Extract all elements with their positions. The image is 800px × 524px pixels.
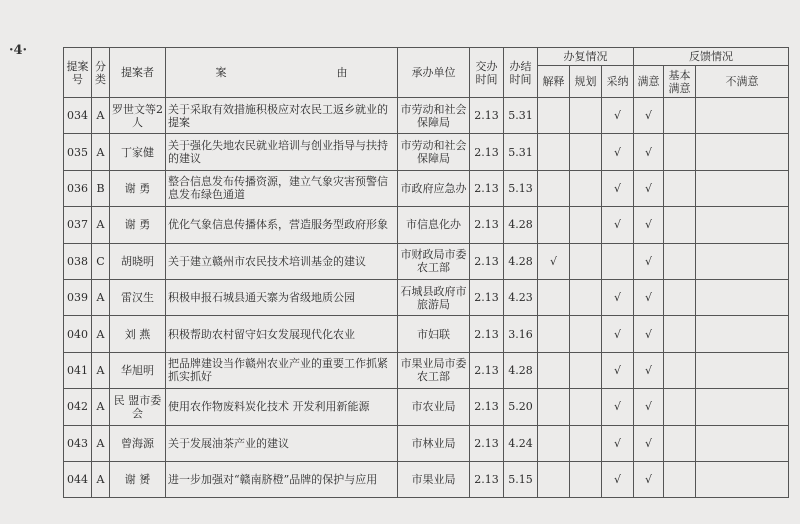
row-fb-satisfied: √	[634, 98, 664, 134]
row-category: A	[92, 316, 110, 352]
row-reply-explain	[538, 134, 570, 170]
row-fb-unsatisfied	[696, 170, 789, 206]
row-completed: 5.31	[504, 98, 538, 134]
row-subject: 积极帮助农村留守妇女发展现代化农业	[166, 316, 398, 352]
row-proposer: 罗世文等2人	[110, 98, 166, 134]
row-id: 044	[64, 461, 92, 497]
row-fb-basic	[664, 207, 696, 243]
row-handover: 2.13	[470, 461, 504, 497]
row-fb-satisfied: √	[634, 279, 664, 315]
row-fb-unsatisfied	[696, 389, 789, 425]
row-reply-adopt: √	[602, 134, 634, 170]
row-dept: 市财政局市委农工部	[398, 243, 470, 279]
header-fb-satisfied: 满意	[634, 66, 664, 98]
row-category: A	[92, 425, 110, 461]
row-completed: 5.13	[504, 170, 538, 206]
row-id: 035	[64, 134, 92, 170]
row-fb-unsatisfied	[696, 134, 789, 170]
row-fb-basic	[664, 134, 696, 170]
header-proposer: 提案者	[110, 48, 166, 98]
row-reply-plan	[570, 461, 602, 497]
row-reply-explain	[538, 316, 570, 352]
row-fb-satisfied: √	[634, 389, 664, 425]
row-handover: 2.13	[470, 134, 504, 170]
table-row	[64, 316, 789, 352]
row-proposer: 雷汉生	[110, 279, 166, 315]
row-reply-adopt: √	[602, 461, 634, 497]
row-fb-satisfied: √	[634, 352, 664, 388]
row-fb-satisfied: √	[634, 134, 664, 170]
table-row	[64, 207, 789, 243]
header-feedback-group: 反馈情况	[634, 48, 789, 66]
row-fb-basic	[664, 316, 696, 352]
row-reply-plan	[570, 170, 602, 206]
row-dept: 市农业局	[398, 389, 470, 425]
row-fb-basic	[664, 425, 696, 461]
row-proposer: 民 盟市委会	[110, 389, 166, 425]
row-dept: 石城县政府市旅游局	[398, 279, 470, 315]
row-reply-adopt: √	[602, 352, 634, 388]
row-proposer: 谢 赟	[110, 461, 166, 497]
row-reply-adopt: √	[602, 98, 634, 134]
row-proposer: 谢 勇	[110, 170, 166, 206]
row-id: 043	[64, 425, 92, 461]
row-category: A	[92, 134, 110, 170]
row-subject: 进一步加强对“赣南脐橙”品牌的保护与应用	[166, 461, 398, 497]
row-reply-plan	[570, 425, 602, 461]
row-reply-explain	[538, 425, 570, 461]
row-handover: 2.13	[470, 243, 504, 279]
row-category: B	[92, 170, 110, 206]
row-id: 039	[64, 279, 92, 315]
row-category: A	[92, 98, 110, 134]
header-reply-adopt: 采纳	[602, 66, 634, 98]
row-dept: 市劳动和社会保障局	[398, 98, 470, 134]
row-category: A	[92, 207, 110, 243]
row-handover: 2.13	[470, 316, 504, 352]
row-dept: 市劳动和社会保障局	[398, 134, 470, 170]
table-row	[64, 170, 789, 206]
row-dept: 市妇联	[398, 316, 470, 352]
row-dept: 市果业局	[398, 461, 470, 497]
table-row	[64, 425, 789, 461]
table-row	[64, 461, 789, 497]
row-completed: 4.28	[504, 207, 538, 243]
row-dept: 市信息化办	[398, 207, 470, 243]
header-reply-group: 办复情况	[538, 48, 634, 66]
row-completed: 4.28	[504, 352, 538, 388]
row-completed: 5.20	[504, 389, 538, 425]
row-fb-satisfied: √	[634, 425, 664, 461]
row-subject: 关于采取有效措施积极应对农民工返乡就业的提案	[166, 98, 398, 134]
row-category: A	[92, 461, 110, 497]
row-fb-unsatisfied	[696, 352, 789, 388]
row-id: 036	[64, 170, 92, 206]
row-id: 038	[64, 243, 92, 279]
row-reply-explain	[538, 352, 570, 388]
row-subject: 积极申报石城县通天寨为省级地质公园	[166, 279, 398, 315]
row-proposer: 曾海源	[110, 425, 166, 461]
row-fb-unsatisfied	[696, 207, 789, 243]
row-reply-explain	[538, 170, 570, 206]
row-reply-plan	[570, 389, 602, 425]
row-subject: 关于建立赣州市农民技术培训基金的建议	[166, 243, 398, 279]
row-reply-adopt: √	[602, 207, 634, 243]
table-row	[64, 243, 789, 279]
row-completed: 4.28	[504, 243, 538, 279]
row-reply-explain: √	[538, 243, 570, 279]
row-fb-unsatisfied	[696, 243, 789, 279]
row-completed: 5.15	[504, 461, 538, 497]
row-id: 040	[64, 316, 92, 352]
row-reply-plan	[570, 316, 602, 352]
header-subject-b: 由	[336, 66, 348, 79]
row-id: 041	[64, 352, 92, 388]
row-fb-basic	[664, 352, 696, 388]
row-handover: 2.13	[470, 352, 504, 388]
row-fb-satisfied: √	[634, 243, 664, 279]
header-category: 分类	[92, 48, 110, 98]
row-fb-basic	[664, 98, 696, 134]
header-subject-a: 案	[215, 66, 227, 79]
row-category: A	[92, 389, 110, 425]
row-completed: 4.24	[504, 425, 538, 461]
header-fb-unsatisfied: 不满意	[696, 66, 789, 98]
header-reply-plan: 规划	[570, 66, 602, 98]
row-category: A	[92, 352, 110, 388]
row-proposer: 刘 燕	[110, 316, 166, 352]
row-category: C	[92, 243, 110, 279]
table-row	[64, 352, 789, 388]
row-handover: 2.13	[470, 389, 504, 425]
row-fb-satisfied: √	[634, 207, 664, 243]
row-reply-explain	[538, 389, 570, 425]
row-reply-plan	[570, 279, 602, 315]
row-reply-adopt: √	[602, 279, 634, 315]
row-fb-unsatisfied	[696, 98, 789, 134]
row-fb-basic	[664, 170, 696, 206]
row-reply-explain	[538, 279, 570, 315]
row-reply-explain	[538, 207, 570, 243]
row-fb-satisfied: √	[634, 461, 664, 497]
row-fb-unsatisfied	[696, 316, 789, 352]
row-handover: 2.13	[470, 425, 504, 461]
header-completed: 办结时间	[504, 48, 538, 98]
row-fb-satisfied: √	[634, 170, 664, 206]
row-completed: 3.16	[504, 316, 538, 352]
row-handover: 2.13	[470, 170, 504, 206]
proposal-table	[63, 47, 789, 498]
row-reply-adopt: √	[602, 425, 634, 461]
row-reply-plan	[570, 134, 602, 170]
header-handover: 交办时间	[470, 48, 504, 98]
row-completed: 5.31	[504, 134, 538, 170]
row-id: 037	[64, 207, 92, 243]
row-category: A	[92, 279, 110, 315]
table-row	[64, 98, 789, 134]
row-fb-unsatisfied	[696, 279, 789, 315]
row-fb-unsatisfied	[696, 461, 789, 497]
row-handover: 2.13	[470, 207, 504, 243]
row-reply-plan	[570, 352, 602, 388]
page-number: ·4·	[8, 43, 28, 58]
header-dept: 承办单位	[398, 48, 470, 98]
table-row	[64, 389, 789, 425]
header-reply-explain: 解释	[538, 66, 570, 98]
row-subject: 关于发展油茶产业的建议	[166, 425, 398, 461]
row-subject: 关于强化失地农民就业培训与创业指导与扶持的建议	[166, 134, 398, 170]
row-proposer: 丁家健	[110, 134, 166, 170]
row-reply-plan	[570, 98, 602, 134]
row-proposer: 谢 勇	[110, 207, 166, 243]
row-handover: 2.13	[470, 98, 504, 134]
header-subject	[166, 48, 398, 98]
row-dept: 市果业局市委农工部	[398, 352, 470, 388]
row-subject: 使用农作物废料炭化技术 开发利用新能源	[166, 389, 398, 425]
header-fb-basic: 基本满意	[664, 66, 696, 98]
row-reply-explain	[538, 98, 570, 134]
row-reply-adopt	[602, 243, 634, 279]
row-reply-adopt: √	[602, 389, 634, 425]
row-subject: 整合信息发布传播资源，建立气象灾害预警信息发布绿色通道	[166, 170, 398, 206]
row-completed: 4.23	[504, 279, 538, 315]
row-reply-adopt: √	[602, 316, 634, 352]
row-subject: 把品牌建设当作赣州农业产业的重要工作抓紧抓实抓好	[166, 352, 398, 388]
row-dept: 市政府应急办	[398, 170, 470, 206]
row-reply-plan	[570, 207, 602, 243]
row-fb-basic	[664, 243, 696, 279]
row-reply-plan	[570, 243, 602, 279]
header-id: 提案号	[64, 48, 92, 98]
row-fb-basic	[664, 461, 696, 497]
table-row	[64, 134, 789, 170]
table-row	[64, 279, 789, 315]
row-proposer: 华旭明	[110, 352, 166, 388]
row-proposer: 胡晓明	[110, 243, 166, 279]
row-id: 042	[64, 389, 92, 425]
row-fb-satisfied: √	[634, 316, 664, 352]
row-reply-explain	[538, 461, 570, 497]
row-fb-basic	[664, 279, 696, 315]
row-reply-adopt: √	[602, 170, 634, 206]
row-handover: 2.13	[470, 279, 504, 315]
row-fb-basic	[664, 389, 696, 425]
row-fb-unsatisfied	[696, 425, 789, 461]
row-dept: 市林业局	[398, 425, 470, 461]
row-id: 034	[64, 98, 92, 134]
row-subject: 优化气象信息传播体系，营造服务型政府形象	[166, 207, 398, 243]
